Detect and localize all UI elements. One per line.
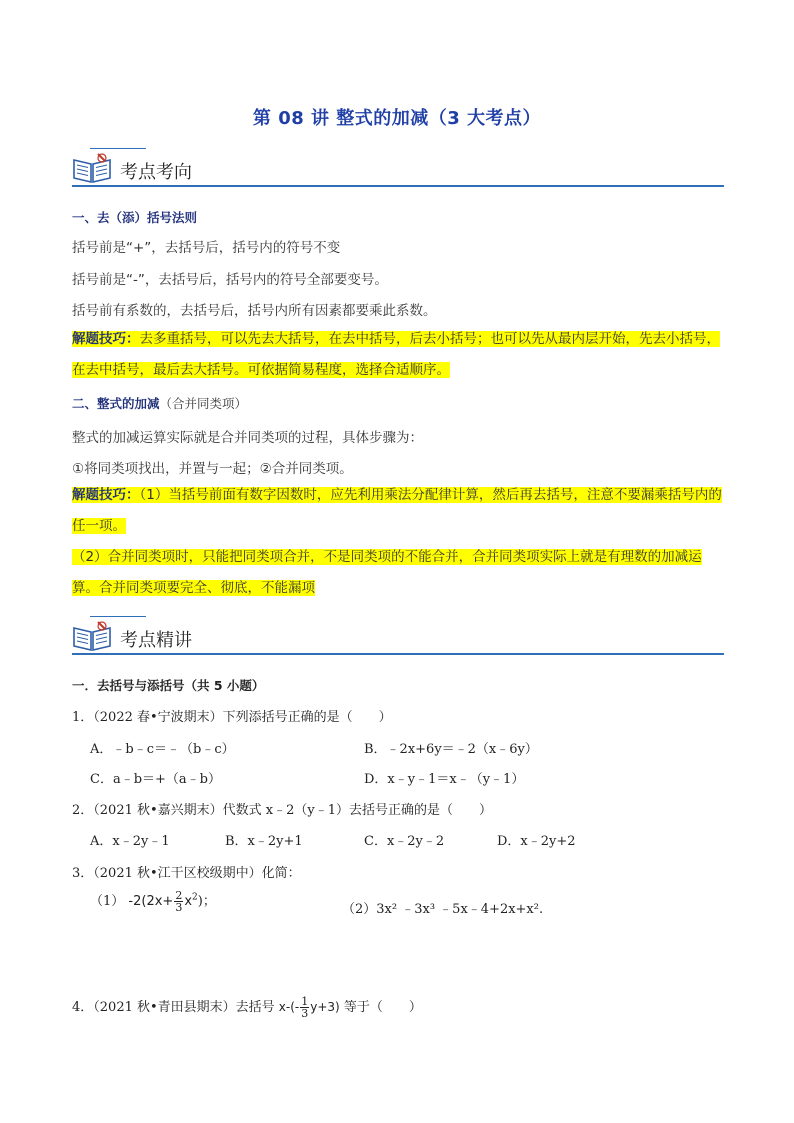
tip-block-2 [72,480,724,542]
stem-post: 等于（ ） [343,1000,422,1015]
heading-qu-kuohao-tian-kuohao: 一．去括号与添括号（共 5 小题） [72,678,265,693]
question-2-option-a: A．x﹣2y﹣1 [90,834,170,849]
denominator: 3 [301,1007,309,1020]
question-4-stem [72,996,422,1019]
question-1-option-d: D．x﹣y﹣1＝x﹣（y﹣1） [364,772,525,787]
question-3-part-1 [90,890,216,913]
book-icon [72,152,112,184]
question-1-stem: 1．（2022 春•宁波期末）下列添括号正确的是（ ） [72,710,392,725]
step-line-1: 整式的加减运算实际就是合并同类项的过程，具体步骤为： [72,430,423,446]
tip-text-1: （1）当括号前面有数字因数时，应先利用乘法分配律计算，然后再去括号，注意不要漏乘括号内的任一项。 [72,487,722,534]
section-rule [72,653,724,655]
section-top-rule [90,148,146,149]
question-2-option-c: C．x﹣2y﹣2 [364,834,445,849]
heading-sub: （合并同类项） [159,396,248,411]
question-3-stem: 3．（2021 秋•江干区校级期中）化简： [72,866,301,881]
question-1-option-a: A．﹣b﹣c＝﹣（b﹣c） [90,742,235,757]
expr: 3x² ﹣3x³ ﹣5x﹣4+2x+x². [376,902,544,917]
step-line-2: ①将同类项找出，并置与一起；②合并同类项。 [72,461,353,477]
stem-pre: 4．（2021 秋•青田县期末）去括号 [72,1000,275,1015]
tip-label: 解题技巧： [72,487,140,503]
question-2-option-d: D．x﹣2y+2 [497,834,576,849]
tip-text: 去多重括号，可以先去大括号，在去中括号，后去小括号；也可以先从最内层开始，先去小括号，在去中括号，最后去大括号。可依据简易程度，选择合适顺序。 [72,331,720,378]
section-rule [72,185,724,187]
rule-line-3: 括号前有系数的，去括号后，括号内所有因素都要乘此系数。 [72,303,437,319]
expr-post: y+3) [310,1000,340,1014]
denominator: 3 [175,901,183,914]
fraction [174,890,183,913]
tip-label: 解题技巧： [72,331,140,347]
expr-pre: x-(- [278,1000,300,1014]
fraction [300,996,309,1019]
question-1-option-c: C．a﹣b＝+（a﹣b） [90,772,221,787]
tip-block-3 [72,542,724,604]
exponent: 2 [192,892,198,903]
part-label: （1） [90,894,125,909]
question-3-part-2 [342,898,543,917]
rule-line-2: 括号前是“-”，去括号后，括号内的符号全部要变号。 [72,272,388,288]
section-header-kaodian-jingjiang [72,616,724,656]
question-2-option-b: B．x﹣2y+1 [225,834,303,849]
heading-zhengshi-jiajian [72,394,247,412]
section-top-rule [90,616,146,617]
rule-line-1: 括号前是“+”，去括号后，括号内的符号不变 [72,240,341,256]
expr-end: )； [197,894,216,909]
page-title: 第 08 讲 整式的加减（3 大考点） [252,108,542,129]
numerator: 2 [175,889,183,902]
heading-main: 二、整式的加减 [72,396,160,411]
part-label: （2） [342,902,377,917]
tip-block-1 [72,324,724,386]
section-header-kaodian-kaoxiang [72,148,724,188]
section-title: 考点考向 [120,162,192,183]
expr-pre: -2(2x+ [128,894,174,909]
numerator: 1 [301,995,309,1008]
question-2-stem: 2．（2021 秋•嘉兴期末）代数式 x﹣2（y﹣1）去括号正确的是（ ） [72,803,493,818]
book-icon [72,620,112,652]
heading-qu-tian-kuohao: 一、去（添）括号法则 [72,210,198,225]
expr-post: x [184,894,193,909]
question-1-option-b: B．﹣2x+6y＝﹣2（x﹣6y） [364,742,538,757]
section-title: 考点精讲 [120,630,192,651]
tip-text-2: （2）合并同类项时，只能把同类项合并，不是同类项的不能合并，合并同类项实际上就是有理数的加减运算。合并同类项要完全、彻底，不能漏项 [72,549,702,596]
